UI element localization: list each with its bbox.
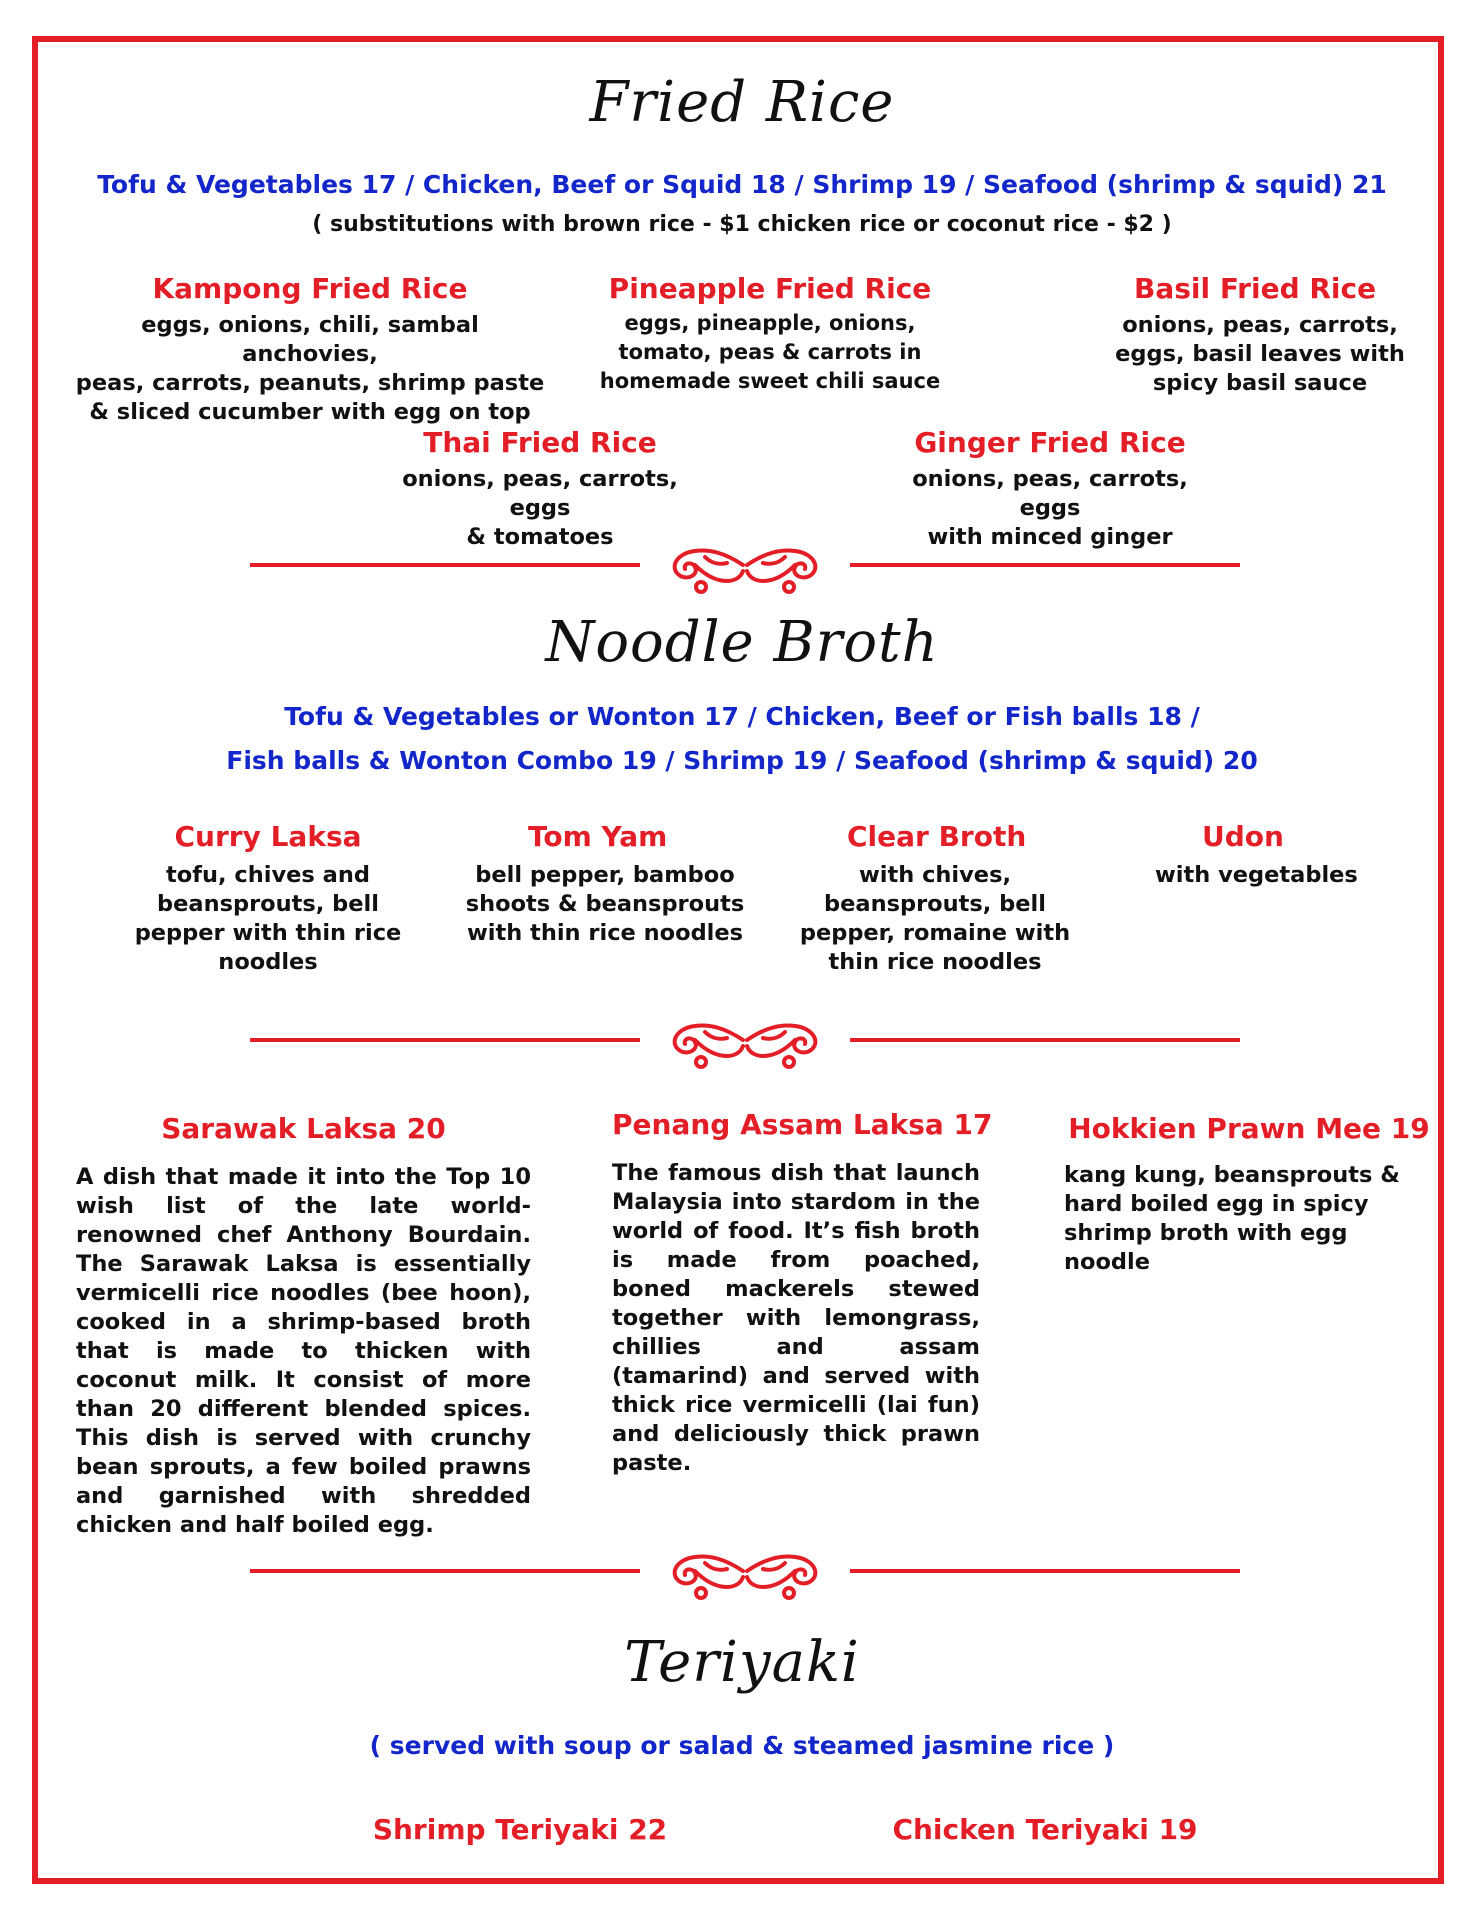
dish-name: Tom Yam — [528, 820, 668, 853]
desc-line: shoots & beansprouts — [465, 891, 745, 917]
divider-line-right — [850, 563, 1240, 567]
divider-line-left — [250, 563, 640, 567]
dish-kampong-fried-rice — [70, 272, 550, 427]
divider-line-left — [250, 1569, 640, 1573]
desc-line: with thin rice noodles — [466, 920, 744, 946]
desc-line: homemade sweet chili sauce — [599, 369, 941, 393]
desc-line: beansprouts, bell — [824, 891, 1046, 917]
dish-description: A dish that made it into the Top 10 wish list of the late world-renowned chef Anthony Bourdain. The Sarawak Laksa is essentially vermicelli rice noodles (bee hoon), cooked in a shrimp-based broth that is made to thicken with coconut milk. It consist of more than 20 different blended spices. This dish is served with crunchy bean sprouts, a few boiled prawns and garnished with shredded chicken and half boiled egg. — [76, 1164, 531, 1538]
noodle-broth-prices-line2: Fish balls & Wonton Combo 19 / Shrimp 19 / Seafood (shrimp & squid) 20 — [226, 746, 1258, 775]
desc-line: with chives, — [858, 862, 1012, 888]
dish-description — [128, 861, 408, 977]
desc-line: eggs, basil leaves with — [1115, 341, 1405, 367]
desc-line: with minced ginger — [927, 524, 1173, 550]
divider-line-right — [850, 1569, 1240, 1573]
dish-thai-fried-rice — [370, 426, 710, 552]
desc-line: & sliced cucumber with egg on top — [89, 399, 531, 425]
dish-name: Sarawak Laksa 20 — [161, 1112, 446, 1145]
dish-description — [70, 311, 550, 427]
dish-chicken-teriyaki: Chicken Teriyaki 19 — [892, 1813, 1198, 1846]
desc-line: thin rice noodles — [828, 949, 1042, 975]
scroll-ornament-icon — [655, 535, 835, 595]
dish-ginger-fried-rice — [880, 426, 1220, 552]
dish-name: Ginger Fried Rice — [914, 426, 1186, 459]
dish-description — [460, 861, 750, 948]
dish-name: Basil Fried Rice — [1134, 272, 1377, 305]
desc-line: pepper, romaine with — [799, 920, 1071, 946]
dish-name: Kampong Fried Rice — [152, 272, 468, 305]
desc-line: & tomatoes — [466, 524, 614, 550]
ornamental-divider — [250, 1010, 1240, 1070]
desc-line: beansprouts, bell — [157, 891, 379, 917]
teriyaki-title: Teriyaki — [624, 1630, 860, 1695]
dish-description — [1090, 311, 1430, 398]
desc-line: peas, carrots, peanuts, shrimp paste — [75, 370, 545, 396]
special-hokkien-prawn-mee — [1064, 1112, 1434, 1277]
desc-line: spicy basil sauce — [1152, 370, 1368, 396]
desc-line: pepper with thin rice — [134, 920, 402, 946]
desc-line: tofu, chives and — [166, 862, 370, 888]
dish-description: The famous dish that launch Malaysia into stardom in the world of food. It’s fish broth is made from poached, boned mackerels stewed together with lemongrass, chillies and assam (tamarind) and served with thick rice vermicelli (lai fun) and deliciously thick prawn paste. — [612, 1160, 980, 1476]
desc-line: with vegetables — [1155, 862, 1358, 888]
dish-description — [580, 309, 960, 396]
dish-clear-broth — [790, 820, 1080, 977]
dish-name: Penang Assam Laksa 17 — [612, 1108, 993, 1141]
fried-rice-substitution-note: ( substitutions with brown rice - $1 chicken rice or coconut rice - $2 ) — [312, 212, 1172, 237]
dish-name: Clear Broth — [847, 820, 1027, 853]
fried-rice-title: Fried Rice — [589, 70, 895, 135]
desc-line: tomato, peas & carrots in — [618, 340, 922, 364]
dish-description — [1120, 861, 1390, 890]
special-penang-assam-laksa — [612, 1108, 993, 1478]
dish-tom-yam — [460, 820, 750, 948]
special-sarawak-laksa — [76, 1112, 531, 1540]
dish-description — [790, 861, 1080, 977]
teriyaki-served-with-note: ( served with soup or salad & steamed jasmine rice ) — [369, 1731, 1115, 1760]
desc-line: onions, peas, carrots, eggs — [912, 466, 1188, 521]
divider-line-left — [250, 1038, 640, 1042]
scroll-ornament-icon — [655, 1010, 835, 1070]
dish-name: Curry Laksa — [174, 820, 362, 853]
desc-line: onions, peas, carrots, — [1122, 312, 1398, 338]
noodle-broth-prices-line1: Tofu & Vegetables or Wonton 17 / Chicken, Beef or Fish balls 18 / — [284, 702, 1200, 731]
ornamental-divider — [250, 535, 1240, 595]
desc-line: eggs, pineapple, onions, — [624, 311, 916, 335]
dish-basil-fried-rice — [1090, 272, 1430, 398]
dish-curry-laksa — [128, 820, 408, 977]
scroll-ornament-icon — [655, 1541, 835, 1601]
divider-line-right — [850, 1038, 1240, 1042]
dish-pineapple-fried-rice — [580, 272, 960, 396]
dish-name: Thai Fried Rice — [423, 426, 657, 459]
desc-line: bell pepper, bamboo — [475, 862, 735, 888]
dish-name: Pineapple Fried Rice — [608, 272, 932, 305]
dish-shrimp-teriyaki: Shrimp Teriyaki 22 — [372, 1813, 668, 1846]
ornamental-divider — [250, 1541, 1240, 1601]
desc-line: onions, peas, carrots, eggs — [402, 466, 678, 521]
dish-name: Hokkien Prawn Mee 19 — [1068, 1112, 1430, 1145]
noodle-broth-title: Noodle Broth — [545, 610, 939, 675]
dish-udon — [1120, 820, 1390, 890]
dish-name: Udon — [1202, 820, 1284, 853]
desc-line: noodles — [218, 949, 318, 975]
dish-description: kang kung, beansprouts & hard boiled egg in spicy shrimp broth with egg noodle — [1064, 1162, 1400, 1275]
desc-line: eggs, onions, chili, sambal anchovies, — [141, 312, 479, 367]
fried-rice-prices: Tofu & Vegetables 17 / Chicken, Beef or Squid 18 / Shrimp 19 / Seafood (shrimp & squid) 21 — [97, 170, 1387, 199]
